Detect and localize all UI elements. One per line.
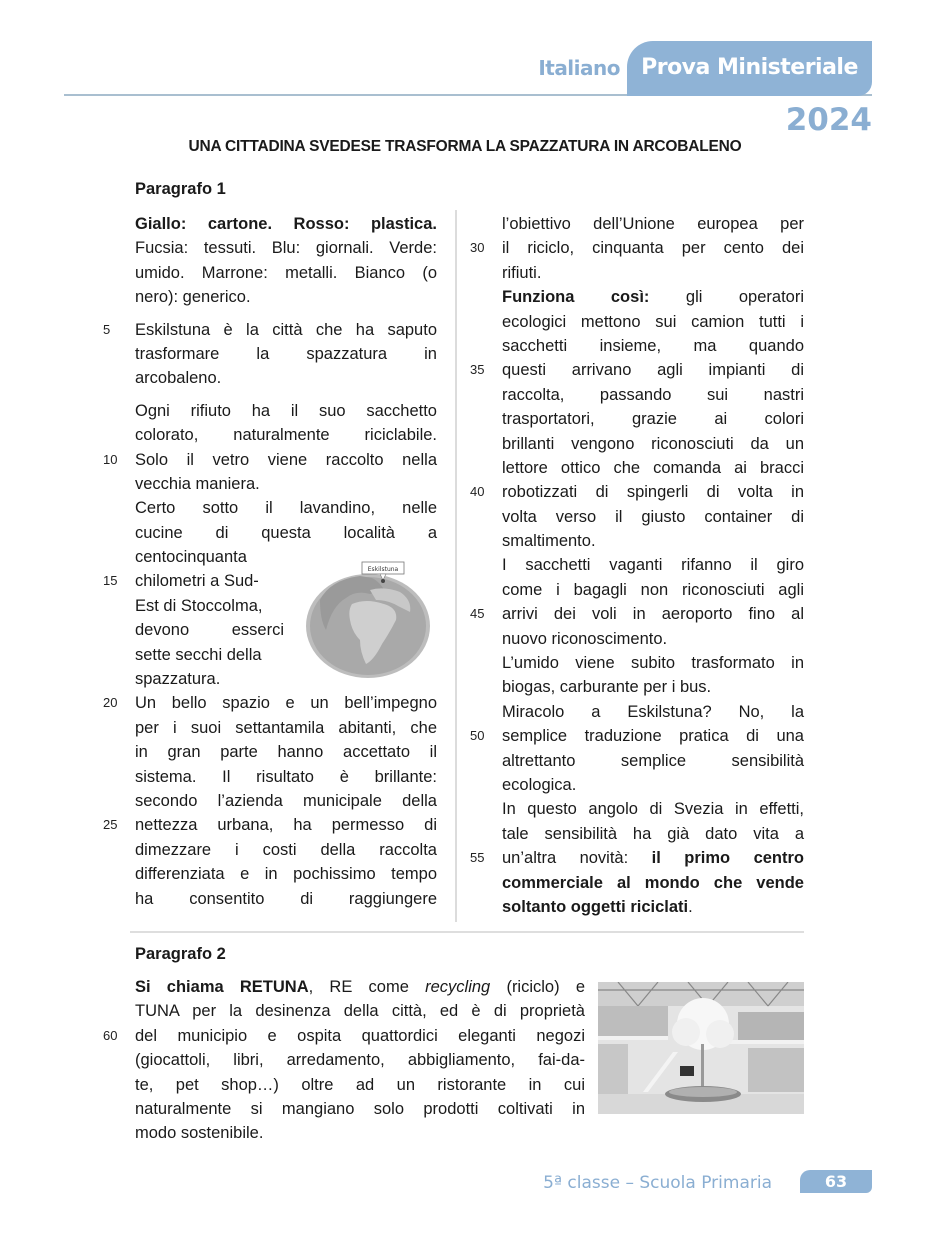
text-line [502, 627, 804, 651]
paragraph-2-heading: Paragrafo 2 [135, 945, 226, 963]
text-line-content: lettore ottico che comanda ai bracci [502, 458, 804, 477]
text-line-content: nero): generico. [135, 288, 251, 307]
line-number: 30 [470, 240, 485, 256]
text-line-content: Miracolo a Eskilstuna? No, la [502, 702, 804, 721]
text-line-content: umido. Marrone: metalli. Bianco (o [135, 263, 437, 282]
text-line [135, 342, 437, 366]
column-divider [455, 210, 457, 922]
header-tab-label: Prova Ministeriale [641, 55, 858, 80]
text-line-content: dimezzare i costi della raccolta [135, 840, 437, 859]
text-line [502, 212, 804, 236]
text-line [135, 643, 284, 667]
text-line [470, 602, 804, 626]
text-line-content: in gran parte hanno accettato il [135, 743, 437, 762]
text-line [135, 1073, 585, 1097]
page-number-badge [800, 1170, 872, 1193]
text-line-content: trasportatori, grazie ai colori [502, 410, 804, 429]
svg-text:Eskilstuna: Eskilstuna [367, 566, 399, 573]
line-number: 20 [103, 695, 118, 711]
text-line-content: ha consentito di raggiungere [135, 889, 437, 908]
text-line [470, 724, 804, 748]
text-line [502, 310, 804, 334]
text-line [135, 716, 437, 740]
text-line-content: Giallo: cartone. Rosso: plastica. [135, 215, 437, 233]
text-line [502, 432, 804, 456]
line-number: 5 [103, 321, 111, 337]
text-line-content: Eskilstuna è la città che ha saputo [135, 320, 437, 339]
line-number: 15 [103, 573, 118, 589]
text-line-content: tale sensibilità ha già dato vita a [502, 824, 804, 843]
paragraph-2-body [103, 975, 585, 1146]
text-line [502, 651, 804, 675]
text-line [502, 578, 804, 602]
text-line [103, 813, 437, 837]
text-line [135, 999, 585, 1023]
text-line-content: un’altra novità: il primo centro [502, 849, 804, 868]
text-line [502, 383, 804, 407]
text-line [135, 423, 437, 447]
text-line-content: I sacchetti vaganti rifanno il giro [502, 556, 804, 575]
mall-photo-icon [598, 982, 804, 1114]
text-line-content: brillanti vengono riconosciuti da un [502, 434, 804, 453]
text-line-content: altrettanto semplice sensibilità [502, 751, 804, 770]
text-line-content: nuovo riconoscimento. [502, 629, 668, 648]
text-line-content: Un bello spazio e un bell’impegno [135, 694, 437, 713]
article-title: UNA CITTADINA SVEDESE TRASFORMA LA SPAZZATURA IN ARCOBALENO [188, 138, 742, 155]
text-line [135, 472, 437, 496]
text-line-content: Certo sotto il lavandino, nelle [135, 499, 437, 518]
text-line-content: Si chiama RETUNA, RE come recycling (riciclo) e [135, 978, 585, 996]
subject-label: Italiano [538, 56, 620, 80]
text-line-content: rifiuti. [502, 263, 542, 282]
line-number: 35 [470, 362, 485, 378]
text-line [103, 448, 437, 472]
text-line [502, 456, 804, 480]
text-line [502, 285, 804, 309]
text-line [103, 1024, 585, 1048]
text-line [135, 261, 437, 285]
text-line-content: In questo angolo di Svezia in effetti, [502, 800, 804, 819]
text-line-content: te, pet shop…) oltre ad un ristorante in cui [135, 1075, 585, 1094]
text-line-content: sette secchi della [135, 645, 262, 664]
text-line-content: vecchia maniera. [135, 474, 260, 493]
text-line [135, 399, 437, 423]
text-line [135, 212, 437, 236]
text-line-content: centocinquanta [135, 548, 247, 567]
text-line [103, 569, 284, 593]
text-line-content: differenziata e in pochissimo tempo [135, 865, 437, 884]
text-line [103, 691, 437, 715]
header-tab [627, 41, 872, 96]
text-line [135, 887, 437, 911]
text-line [135, 594, 284, 618]
text-line-content: arrivi dei voli in aeroporto fino al [502, 605, 804, 624]
text-line-content: trasformare la spazzatura in [135, 344, 437, 363]
text-line-content: Solo il vetro viene raccolto nella [135, 450, 437, 469]
text-line [502, 505, 804, 529]
text-line [502, 675, 804, 699]
text-line-content: naturalmente si mangiano solo prodotti coltivati in [135, 1099, 585, 1118]
text-line [135, 1121, 585, 1145]
text-line-content: il riciclo, cinquanta per cento dei [502, 239, 804, 258]
line-number: 45 [470, 606, 485, 622]
text-line-content: per i suoi settantamila abitanti, che [135, 718, 437, 737]
text-line [502, 334, 804, 358]
text-line-content: soltanto oggetti riciclati. [502, 897, 693, 916]
text-line-content: biogas, carburante per i bus. [502, 678, 712, 697]
text-line [135, 521, 437, 545]
text-line-content: colorato, naturalmente riciclabile. [135, 426, 437, 445]
paragraph-1-right-column [470, 212, 804, 919]
text-line [502, 700, 804, 724]
text-line-content: ecologici mettono sui camion tutti i [502, 312, 804, 331]
footer-class-label: 5ª classe – Scuola Primaria [543, 1173, 772, 1193]
text-line-content: arcobaleno. [135, 369, 222, 388]
text-line [135, 1097, 585, 1121]
text-line-content: raccolta, passando sui nastri [502, 385, 804, 404]
text-line-content: nettezza urbana, ha permesso di [135, 816, 437, 835]
text-line [470, 846, 804, 870]
text-line [135, 618, 284, 642]
text-line-content: Funziona così: gli operatori [502, 288, 804, 307]
text-line [502, 895, 804, 919]
line-number: 55 [470, 850, 485, 866]
text-line-content: devono esserci [135, 621, 284, 640]
text-line-content: chilometri a Sud- [135, 572, 259, 591]
line-number: 60 [103, 1027, 118, 1043]
text-line-content: semplice traduzione pratica di una [502, 727, 804, 746]
text-line-content: sacchetti insieme, ma quando [502, 336, 804, 355]
text-line-content: volta verso il giusto container di [502, 507, 804, 526]
text-line-content: sistema. Il risultato è brillante: [135, 767, 437, 786]
globe-map-icon [300, 560, 432, 680]
text-line [135, 765, 437, 789]
text-line [103, 318, 437, 342]
text-line [135, 496, 437, 520]
text-line-content: secondo l’azienda municipale della [135, 791, 437, 810]
text-line [135, 789, 437, 813]
text-line-content: l’obiettivo dell’Unione europea per [502, 215, 804, 233]
text-line-content: del municipio e ospita quattordici eleganti negozi [135, 1026, 585, 1045]
text-line [135, 236, 437, 260]
line-number: 50 [470, 728, 485, 744]
paragraph-1-heading: Paragrafo 1 [135, 180, 226, 198]
text-line-content: ecologica. [502, 775, 577, 794]
text-line [135, 838, 437, 862]
text-line [135, 975, 585, 999]
text-line-content: (giocattoli, libri, arredamento, abbigliamento, fai-da- [135, 1051, 585, 1070]
text-line-content: questi arrivano agli impianti di [502, 361, 804, 380]
text-line [502, 261, 804, 285]
text-line [135, 740, 437, 764]
text-line [135, 1048, 585, 1072]
text-line-content: Ogni rifiuto ha il suo sacchetto [135, 401, 437, 420]
text-line [502, 822, 804, 846]
line-number: 40 [470, 484, 485, 500]
text-line [470, 480, 804, 504]
text-line [502, 553, 804, 577]
text-line-content: modo sostenibile. [135, 1124, 264, 1143]
section-divider [130, 931, 804, 933]
text-line [502, 797, 804, 821]
text-line [502, 529, 804, 553]
line-number: 25 [103, 817, 118, 833]
text-line-content: L’umido viene subito trasformato in [502, 654, 804, 673]
text-line-content: cucine di questa località a [135, 523, 437, 542]
header-year: 2024 [785, 102, 872, 138]
text-line [502, 749, 804, 773]
text-line [502, 773, 804, 797]
page-number: 63 [824, 1172, 848, 1191]
text-line-content: come i bagagli non riconosciuti agli [502, 580, 804, 599]
text-line [502, 407, 804, 431]
text-line-content: Est di Stoccolma, [135, 596, 263, 615]
text-line-content: Fucsia: tessuti. Blu: giornali. Verde: [135, 239, 437, 258]
text-line [470, 236, 804, 260]
text-line-content: TUNA per la desinenza della città, ed è di proprietà [135, 1002, 585, 1021]
text-line-content: commerciale al mondo che vende [502, 873, 804, 892]
line-number: 10 [103, 451, 118, 467]
text-line [470, 358, 804, 382]
text-line [135, 366, 437, 390]
text-line [135, 667, 284, 691]
text-line [502, 871, 804, 895]
text-line-content: smaltimento. [502, 532, 596, 551]
text-line-content: robotizzati di spingerli di volta in [502, 483, 804, 502]
text-line [135, 862, 437, 886]
text-line-content: spazzatura. [135, 670, 221, 689]
text-line [135, 285, 437, 309]
